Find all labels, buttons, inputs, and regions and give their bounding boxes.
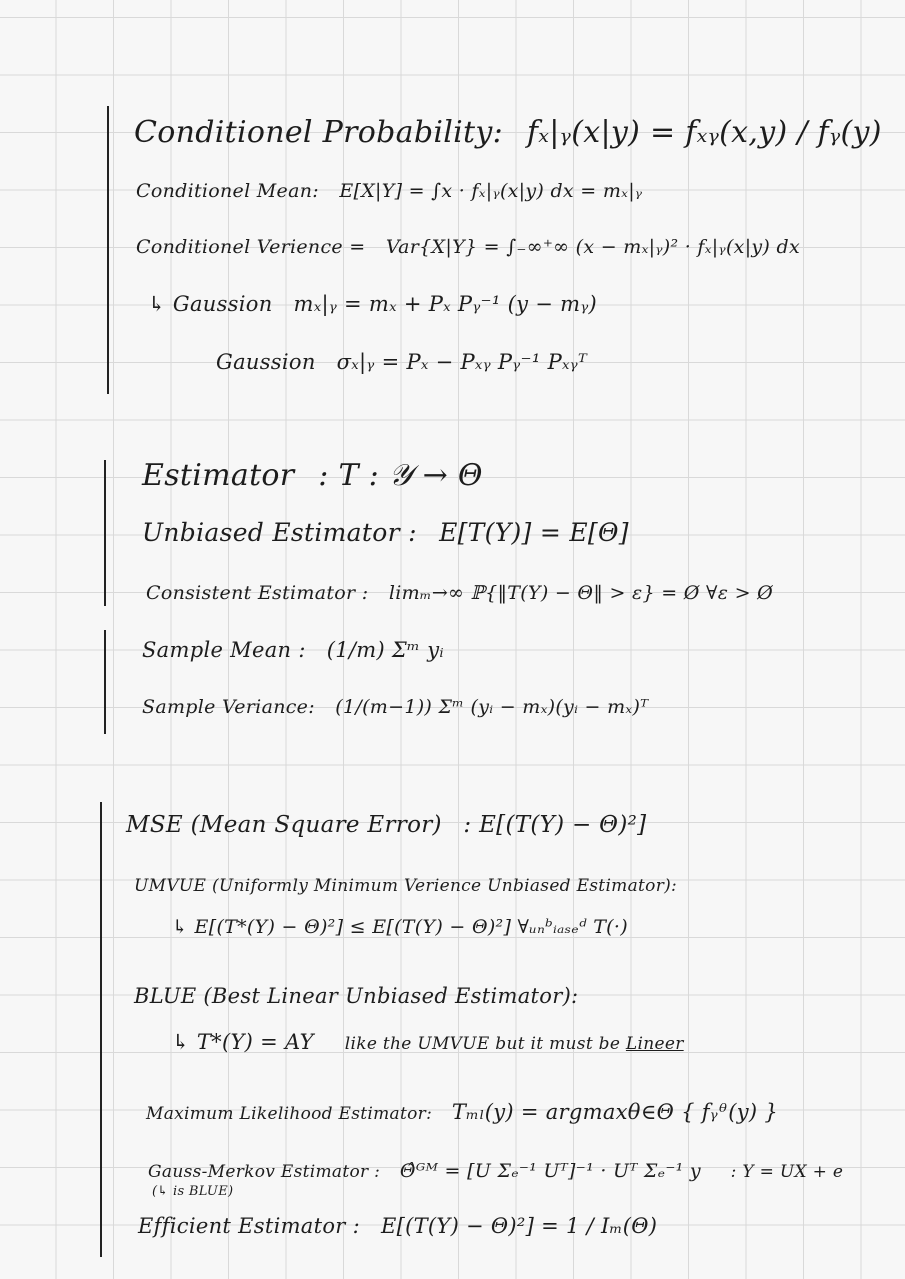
cond-prob-line <box>134 115 882 150</box>
section-bar-optimal <box>100 802 102 1257</box>
blue-note <box>345 1034 684 1054</box>
gm-note: : Y = UX + e <box>730 1162 844 1182</box>
consistent-formula: limₘ→∞ ℙ{‖T(Y) − Θ‖ > ε} = Ø ∀ε > Ø <box>388 582 774 604</box>
blue-note-underlined: Lineer <box>625 1034 684 1054</box>
cond-mean-line <box>136 180 642 202</box>
blue-formula: ↳ T*(Y) = AY <box>172 1030 314 1054</box>
blue-title: BLUE (Best Linear Unbiased Estimator): <box>134 984 579 1008</box>
efficient-line <box>138 1214 657 1238</box>
estimator-label: Estimator <box>142 458 295 493</box>
section-bar-estimators <box>104 460 106 606</box>
consistent-line <box>146 582 773 604</box>
sample-mean-line <box>142 638 444 662</box>
ml-formula: Tₘₗ(y) = argmaxθ∈Θ { fᵧᶿ(y) } <box>451 1100 778 1124</box>
cond-mean-label: Conditionel Mean: <box>136 180 319 202</box>
ml-line <box>146 1100 778 1124</box>
gauss-var-formula: σₓ|ᵧ = Pₓ − Pₓᵧ Pᵧ⁻¹ Pₓᵧᵀ <box>336 350 588 374</box>
cond-prob-formula: fₓ|ᵧ(x|y) = fₓᵧ(x,y) / fᵧ(y) <box>526 115 882 150</box>
estimator-line <box>142 458 483 493</box>
mse-formula: : E[(T(Y) − Θ)²] <box>463 812 647 838</box>
cond-var-label: Conditionel Verience = <box>136 236 366 258</box>
gauss-var-label: Gaussion <box>216 350 316 374</box>
gauss-mean-formula: mₓ|ᵧ = mₓ + Pₓ Pᵧ⁻¹ (y − mᵧ) <box>293 292 598 316</box>
gm-label: Gauss-Merkov Estimator : <box>148 1162 381 1182</box>
gm-sub: (↳ is BLUE) <box>152 1184 234 1199</box>
sample-var-formula: (1/(m−1)) Σᵐ (yᵢ − mₓ)(yᵢ − mₓ)ᵀ <box>335 696 649 718</box>
umvue-title: UMVUE (Uniformly Minimum Verience Unbiased Estimator): <box>134 876 678 896</box>
umvue-formula: ↳ E[(T*(Y) − Θ)²] ≤ E[(T(Y) − Θ)²] ∀ᵤₙᵇᵢₐₛₑᵈ T(·) <box>172 916 628 938</box>
mse-line <box>126 812 646 838</box>
gauss-mean-line <box>148 292 597 316</box>
estimator-formula: : T : 𝒴 → Θ <box>318 458 483 493</box>
cond-var-line <box>136 236 800 258</box>
mse-label: MSE (Mean Square Error) <box>126 812 442 838</box>
sample-mean-formula: (1/m) Σᵐ yᵢ <box>326 638 444 662</box>
cond-mean-formula: E[X|Y] = ∫x · fₓ|ᵧ(x|y) dx = mₓ|ᵧ <box>339 180 643 202</box>
sample-var-line <box>142 696 648 718</box>
blue-line <box>172 1030 684 1054</box>
cond-prob-label: Conditionel Probability: <box>134 115 504 150</box>
efficient-label: Efficient Estimator : <box>138 1214 361 1238</box>
section-bar-conditional <box>107 106 109 394</box>
gauss-mean-label: ↳ Gaussion <box>148 292 273 316</box>
gm-formula: Θ̂ᴳᴹ = [U Σₑ⁻¹ Uᵀ]⁻¹ · Uᵀ Σₑ⁻¹ y <box>399 1160 701 1182</box>
gauss-var-line <box>216 350 587 374</box>
ml-label: Maximum Likelihood Estimator: <box>146 1104 433 1124</box>
sample-mean-label: Sample Mean : <box>142 638 306 662</box>
cond-var-formula: Var{X|Y} = ∫₋∞⁺∞ (x − mₓ|ᵧ)² · fₓ|ᵧ(x|y) dx <box>385 236 800 258</box>
section-bar-sample <box>104 630 106 734</box>
blue-note-prefix: like the UMVUE but it must be <box>344 1034 621 1054</box>
gm-line <box>148 1160 843 1182</box>
efficient-formula: E[(T(Y) − Θ)²] = 1 / Iₘ(Θ) <box>381 1214 658 1238</box>
consistent-label: Consistent Estimator : <box>146 582 369 604</box>
unbiased-label: Unbiased Estimator : <box>142 518 417 547</box>
sample-var-label: Sample Veriance: <box>142 696 315 718</box>
unbiased-line <box>142 518 629 547</box>
unbiased-formula: E[T(Y)] = E[Θ] <box>439 518 629 547</box>
